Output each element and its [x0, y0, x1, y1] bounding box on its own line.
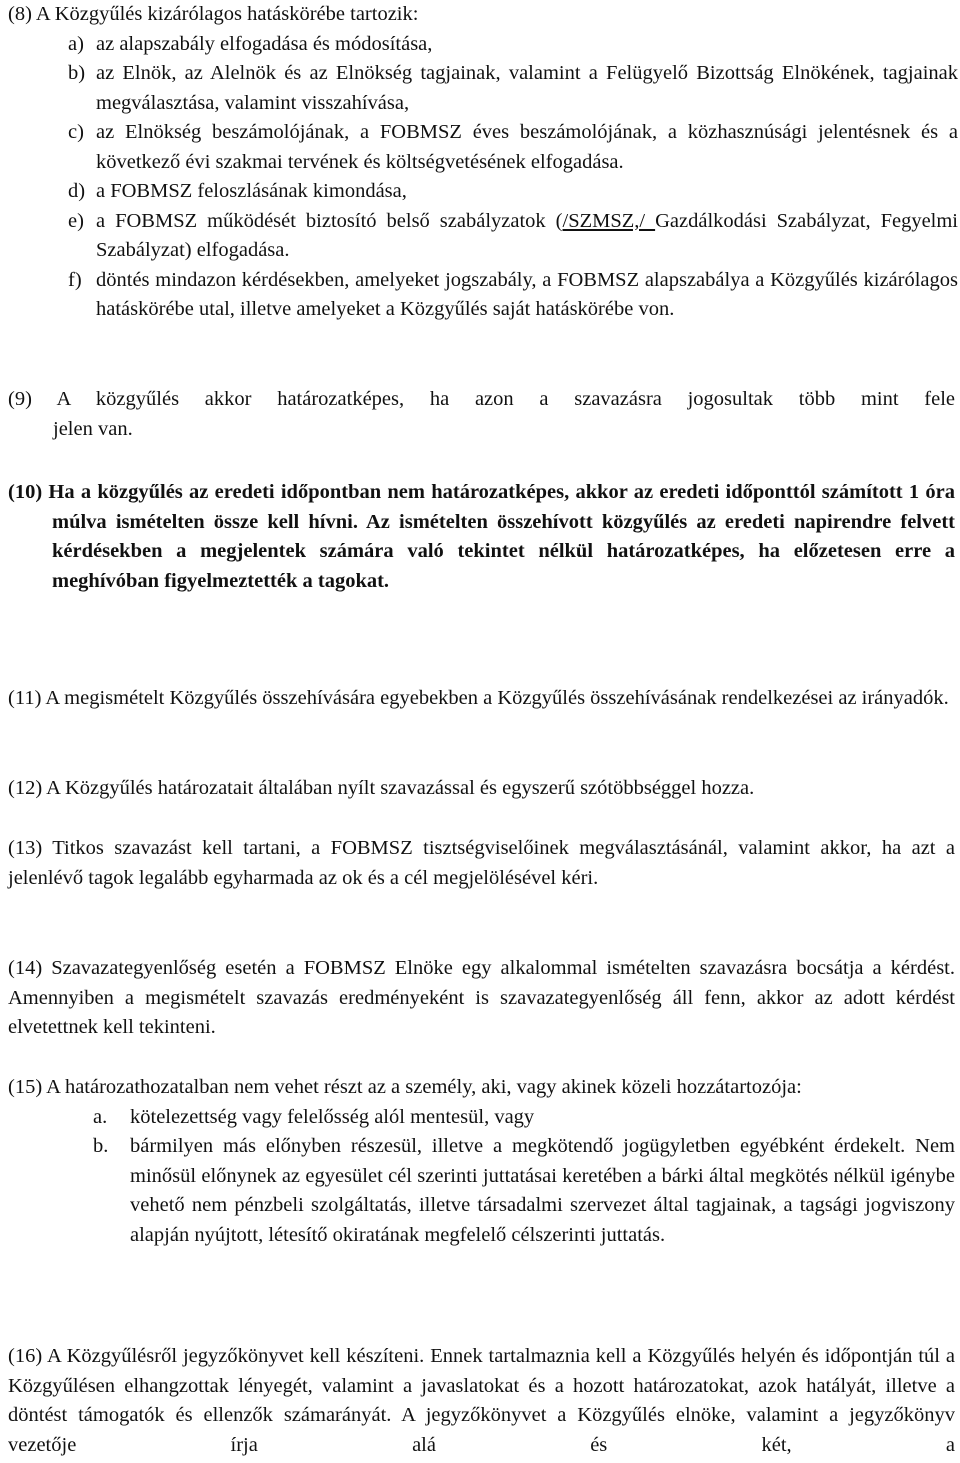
list-marker: a) — [68, 32, 84, 55]
list-item-text-after: Gazdálkodási Szabályzat, Fegyelmi Szabályzat) elfogadása. — [96, 209, 958, 261]
list-marker: d) — [68, 180, 86, 202]
paragraph-15-list — [8, 1103, 955, 1251]
list-marker: b. — [93, 1135, 109, 1157]
list-item — [8, 177, 958, 207]
paragraph-16: (16) A Közgyűlésről jegyzőkönyvet kell készíteni. Ennek tartalmaznia kell a Közgyűlés helyén és időpontján túl a Közgyűlésen elhangzottak lényegét, valamint a javaslatokat és a hozott határozatokat, azok hatályát, illetve a döntést támogatók és ellenzők számarányát. A jegyzőkönyvet a Közgyűlés elnöke, valamint a jegyzőkönyv vezetője írja alá és két, a — [8, 1345, 955, 1456]
list-marker: a. — [93, 1105, 108, 1128]
list-item — [8, 59, 958, 118]
paragraph-11: (11) A megismételt Közgyűlés összehívására egyebekben a Közgyűlés összehívásának rendelkezései az irányadók. — [8, 687, 949, 709]
list-item — [8, 118, 958, 177]
list-marker: c) — [68, 121, 84, 143]
list-item — [8, 207, 958, 266]
paragraph-12: (12) A Közgyűlés határozatait általában nyílt szavazással és egyszerű szótöbbséggel hozza. — [8, 777, 755, 799]
list-marker: b) — [68, 62, 86, 84]
list-item-text: döntés mindazon kérdésekben, amelyeket jogszabály, a FOBMSZ alapszabálya a Közgyűlés kizárólagos hatáskörébe utal, illetve amelyeket a Közgyűlés saját hatáskörébe von. — [96, 268, 958, 320]
list-marker: e) — [68, 209, 84, 232]
list-item-text: bármilyen más előnyben részesül, illetve a megkötendő jogügyletben egyébként érdekelt. Nem minősül előnynek az egyesület cél szerinti juttatásai keretében a bárki által megkötés nélkül igénybe vehető nem pénzbeli szolgáltatás, illetve társadalmi szervezet által tagjainak, a tagsági jogviszony alapján nyújtott, létesítő okiratának megfelelő célszerinti juttatás. — [130, 1135, 955, 1246]
list-item — [8, 1132, 955, 1250]
list-item-text: az Elnökség beszámolójának, a FOBMSZ éves beszámolójának, a közhasznúsági jelentésnek és a következő évi szakmai tervének és költségvetésének elfogadása. — [96, 121, 958, 173]
list-item-text: az alapszabály elfogadása és módosítása, — [96, 32, 433, 55]
section-8-heading: (8) A Közgyűlés kizárólagos hatáskörébe tartozik: — [8, 3, 419, 25]
list-item — [8, 266, 958, 325]
paragraph-15 — [8, 1073, 955, 1250]
list-item-text: a FOBMSZ feloszlásának kimondása, — [96, 180, 407, 202]
paragraph-14: (14) Szavazategyenlőség esetén a FOBMSZ Elnöke egy alkalommal ismételten szavazásra bocsátja a kérdést. Amennyiben a megismételt szavazás eredményeként is szavazategyenlőség áll fenn, akkor az adott kérdést elvetettnek kell tekinteni. — [8, 957, 955, 1038]
list-item-text-before: a FOBMSZ működését biztosító belső szabályzatok ( — [96, 209, 563, 232]
paragraph-10: (10) Ha a közgyűlés az eredeti időpontban nem határozatképes, akkor az eredeti időponttól számított 1 óra múlva ismételten össze kell hívni. Az ismételten összehívott közgyűlés az eredeti napirendre felvett kérdésekben a megjelentek számára való tekintet nélkül határozatképes, ha előzetesen erre a meghívóban figyelmeztették a tagokat. — [8, 481, 955, 592]
paragraph-9-line-2: jelen van. — [53, 417, 133, 440]
section-8 — [8, 0, 958, 325]
section-8-list — [8, 30, 958, 325]
paragraph-9 — [8, 385, 955, 444]
paragraph-9-line-1: (9) A közgyűlés akkor határozatképes, ha azon a szavazásra jogosultak több mint fele — [8, 388, 955, 410]
list-marker: f) — [68, 268, 82, 291]
list-item — [8, 1103, 955, 1133]
list-item — [8, 30, 958, 60]
underlined-text: /SZMSZ,/ — [562, 209, 656, 232]
paragraph-13: (13) Titkos szavazást kell tartani, a FOBMSZ tisztségviselőinek megválasztásánál, valamint akkor, ha azt a jelenlévő tagok legalább egyharmada az ok és a cél megjelölésével kéri. — [8, 837, 955, 889]
paragraph-15-intro: (15) A határozathozatalban nem vehet részt az a személy, aki, vagy akinek közeli hozzátartozója: — [8, 1076, 802, 1098]
list-item-text: kötelezettség vagy felelősség alól mentesül, vagy — [130, 1105, 535, 1128]
list-item-text: az Elnök, az Alelnök és az Elnökség tagjainak, valamint a Felügyelő Bizottság Elnökének, tagjainak megválasztása, valamint visszahívása, — [96, 62, 958, 114]
